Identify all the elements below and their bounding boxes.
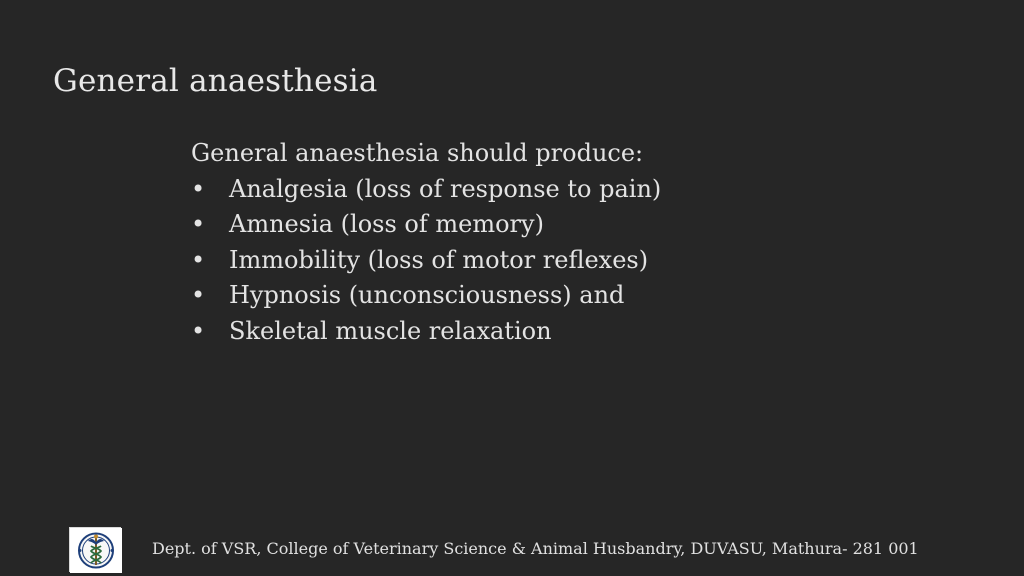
- intro-text: General anaesthesia should produce:: [191, 139, 644, 167]
- caduceus-seal-icon: [69, 527, 121, 572]
- bullet-item-muscle-relaxation: • Skeletal muscle relaxation: [191, 314, 811, 350]
- footer-affiliation-text: Dept. of VSR, College of Veterinary Science & Animal Husbandry, DUVASU, Mathura- 281 001: [152, 539, 919, 558]
- bullet-item-hypnosis: • Hypnosis (unconsciousness) and: [191, 278, 811, 314]
- footer: [69, 527, 969, 571]
- bullet-item-analgesia: • Analgesia (loss of response to pain): [191, 172, 811, 208]
- bullet-item-immobility: • Immobility (loss of motor reflexes): [191, 243, 811, 279]
- bullet-list: [191, 172, 811, 350]
- bullet-item-amnesia: • Amnesia (loss of memory): [191, 207, 811, 243]
- slide-title: General anaesthesia: [53, 63, 378, 99]
- slide-content: [191, 136, 811, 349]
